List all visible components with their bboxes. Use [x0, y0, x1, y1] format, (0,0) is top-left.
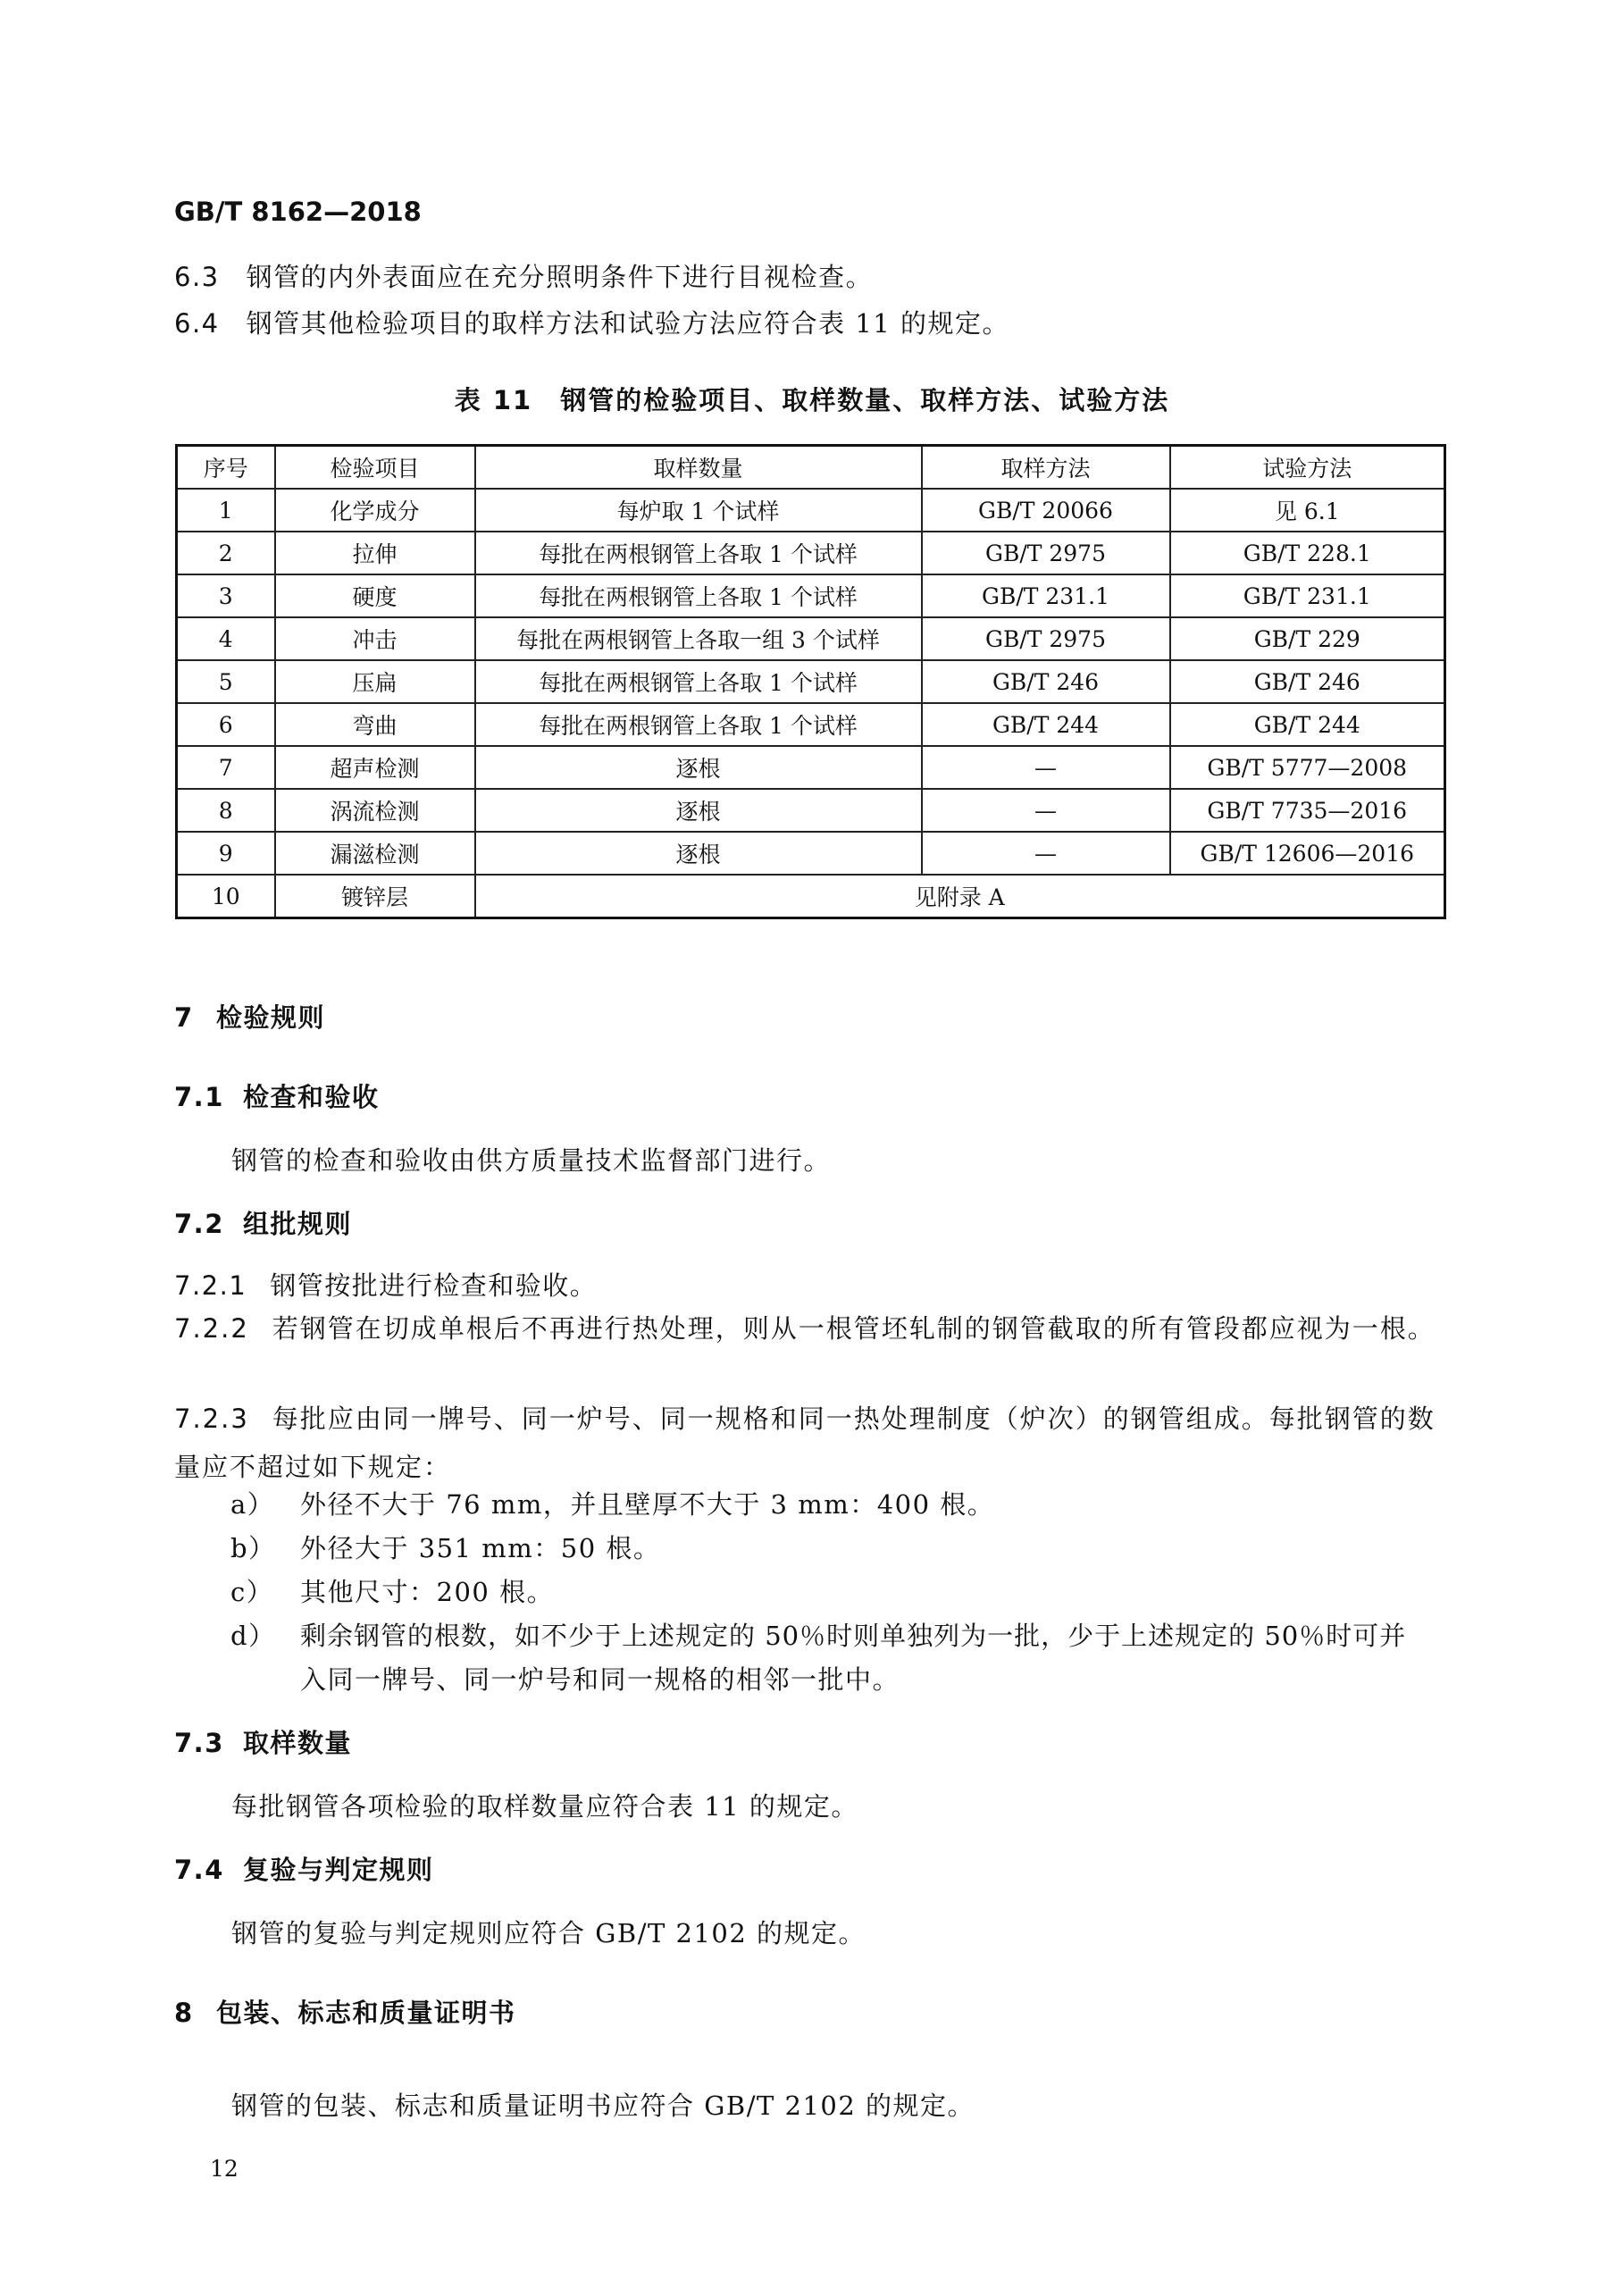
list-item-a [230, 1487, 1445, 1522]
cell-test-method: GB/T 229 [1170, 617, 1445, 660]
inspection-table [175, 444, 1446, 919]
section-title: 取样数量 [243, 1728, 353, 1758]
section-title: 包装、标志和质量证明书 [216, 1998, 516, 2028]
section-number: 7 [174, 1002, 194, 1033]
cell-item: 化学成分 [275, 489, 475, 532]
clause-text: 钢管其他检验项目的取样方法和试验方法应符合表 11 的规定。 [246, 308, 1009, 339]
section-number: 7.2 [174, 1209, 224, 1239]
list-text: 外径不大于 76 mm，并且壁厚不大于 3 mm：400 根。 [300, 1489, 995, 1520]
header-cell: 取样方法 [922, 446, 1170, 490]
section-number: 8 [174, 1998, 194, 2028]
cell-sampling-method: GB/T 244 [922, 703, 1170, 746]
table-row [177, 832, 1445, 875]
cell-quantity: 每批在两根钢管上各取 1 个试样 [475, 532, 922, 574]
list-label: b） [230, 1533, 276, 1563]
cell-test-method: 见 6.1 [1170, 489, 1445, 532]
section-title: 复验与判定规则 [243, 1855, 434, 1885]
cell-sampling-method: — [922, 746, 1170, 789]
clause-text: 若钢管在切成单根后不再进行热处理，则从一根管坯轧制的钢管截取的所有管段都应视为一根。 [272, 1313, 1436, 1344]
cell-sampling-method: — [922, 789, 1170, 832]
clause-text: 钢管按批进行检查和验收。 [270, 1270, 598, 1301]
cell-number: 4 [177, 617, 275, 660]
clause-7-2-1 [174, 1268, 597, 1303]
list-item-b [230, 1530, 1445, 1566]
paragraph-7-4: 钢管的复验与判定规则应符合 GB/T 2102 的规定。 [231, 1918, 866, 1948]
header-cell: 序号 [177, 446, 275, 490]
clause-7-2-3 [174, 1395, 1443, 1491]
cell-item: 漏滋检测 [275, 832, 475, 875]
cell-item: 冲击 [275, 617, 475, 660]
table-row [177, 574, 1445, 617]
section-title: 组批规则 [243, 1209, 353, 1239]
clause-number: 7.2.3 [174, 1404, 249, 1434]
cell-number: 9 [177, 832, 275, 875]
list-label: d） [230, 1621, 276, 1651]
list-item-d-continued: 入同一牌号、同一炉号和同一规格的相邻一批中。 [300, 1664, 900, 1695]
list-text: 外径大于 351 mm：50 根。 [300, 1533, 661, 1563]
clause-number: 6.3 [174, 262, 220, 292]
section-number: 7.4 [174, 1855, 224, 1885]
cell-item: 超声检测 [275, 746, 475, 789]
cell-test-method: GB/T 5777—2008 [1170, 746, 1445, 789]
cell-quantity: 每炉取 1 个试样 [475, 489, 922, 532]
paragraph-7-1: 钢管的检查和验收由供方质量技术监督部门进行。 [231, 1145, 832, 1176]
cell-quantity: 每批在两根钢管上各取 1 个试样 [475, 574, 922, 617]
cell-quantity: 每批在两根钢管上各取一组 3 个试样 [475, 617, 922, 660]
header-cell: 检验项目 [275, 446, 475, 490]
cell-number: 8 [177, 789, 275, 832]
cell-test-method: GB/T 228.1 [1170, 532, 1445, 574]
table-row [177, 875, 1445, 918]
table-row [177, 532, 1445, 574]
section-number: 7.1 [174, 1082, 224, 1112]
cell-item: 镀锌层 [275, 875, 475, 918]
cell-sampling-method: GB/T 2975 [922, 532, 1170, 574]
cell-quantity: 逐根 [475, 789, 922, 832]
cell-number: 2 [177, 532, 275, 574]
clause-number: 7.2.2 [174, 1313, 249, 1344]
list-text: 剩余钢管的根数，如不少于上述规定的 50％时则单独列为一批，少于上述规定的 50％时可并 [300, 1621, 1407, 1651]
cell-item: 硬度 [275, 574, 475, 617]
cell-sampling-method: GB/T 20066 [922, 489, 1170, 532]
header-cell: 试验方法 [1170, 446, 1445, 490]
cell-number: 1 [177, 489, 275, 532]
cell-test-method: GB/T 244 [1170, 703, 1445, 746]
table-caption: 表 11 钢管的检验项目、取样数量、取样方法、试验方法 [454, 385, 1170, 415]
table-row [177, 489, 1445, 532]
table-row [177, 617, 1445, 660]
clause-text: 钢管的内外表面应在充分照明条件下进行目视检查。 [246, 262, 874, 292]
list-item-c [230, 1574, 1445, 1610]
section-title: 检查和验收 [243, 1082, 380, 1112]
cell-number: 5 [177, 660, 275, 703]
section-title: 检验规则 [216, 1002, 326, 1033]
cell-item: 涡流检测 [275, 789, 475, 832]
cell-test-method: GB/T 231.1 [1170, 574, 1445, 617]
header-cell: 取样数量 [475, 446, 922, 490]
list-text: 其他尺寸：200 根。 [300, 1577, 555, 1607]
section-number: 7.3 [174, 1728, 224, 1758]
list-label: c） [230, 1577, 274, 1607]
cell-test-method: GB/T 246 [1170, 660, 1445, 703]
cell-number: 6 [177, 703, 275, 746]
cell-item: 拉伸 [275, 532, 475, 574]
table-row [177, 789, 1445, 832]
clause-7-2-2 [174, 1304, 1443, 1353]
cell-quantity: 每批在两根钢管上各取 1 个试样 [475, 703, 922, 746]
paragraph-8: 钢管的包装、标志和质量证明书应符合 GB/T 2102 的规定。 [231, 2091, 975, 2121]
cell-item: 弯曲 [275, 703, 475, 746]
clause-number: 6.4 [174, 308, 220, 339]
cell-test-method: GB/T 12606—2016 [1170, 832, 1445, 875]
cell-number: 7 [177, 746, 275, 789]
cell-number: 10 [177, 875, 275, 918]
standard-code-header: GB/T 8162—2018 [174, 197, 422, 227]
cell-item: 压扁 [275, 660, 475, 703]
cell-sampling-method: GB/T 2975 [922, 617, 1170, 660]
clause-6-4 [174, 306, 1009, 341]
cell-quantity: 每批在两根钢管上各取 1 个试样 [475, 660, 922, 703]
cell-sampling-method: GB/T 231.1 [922, 574, 1170, 617]
table-row [177, 703, 1445, 746]
cell-number: 3 [177, 574, 275, 617]
list-item-d [230, 1618, 1445, 1654]
paragraph-7-3: 每批钢管各项检验的取样数量应符合表 11 的规定。 [231, 1791, 858, 1822]
cell-sampling-method: — [922, 832, 1170, 875]
cell-quantity: 逐根 [475, 832, 922, 875]
page-number: 12 [210, 2156, 239, 2182]
clause-number: 7.2.1 [174, 1270, 247, 1301]
cell-merged-reference: 见附录 A [475, 875, 1445, 918]
list-label: a） [230, 1489, 275, 1520]
table-header-row [177, 446, 1445, 490]
clause-6-3 [174, 259, 873, 295]
clause-text: 每批应由同一牌号、同一炉号、同一规格和同一热处理制度（炉次）的钢管组成。每批钢管的数量应不超过如下规定： [174, 1404, 1436, 1482]
cell-sampling-method: GB/T 246 [922, 660, 1170, 703]
cell-test-method: GB/T 7735—2016 [1170, 789, 1445, 832]
table-row [177, 660, 1445, 703]
cell-quantity: 逐根 [475, 746, 922, 789]
table-row [177, 746, 1445, 789]
